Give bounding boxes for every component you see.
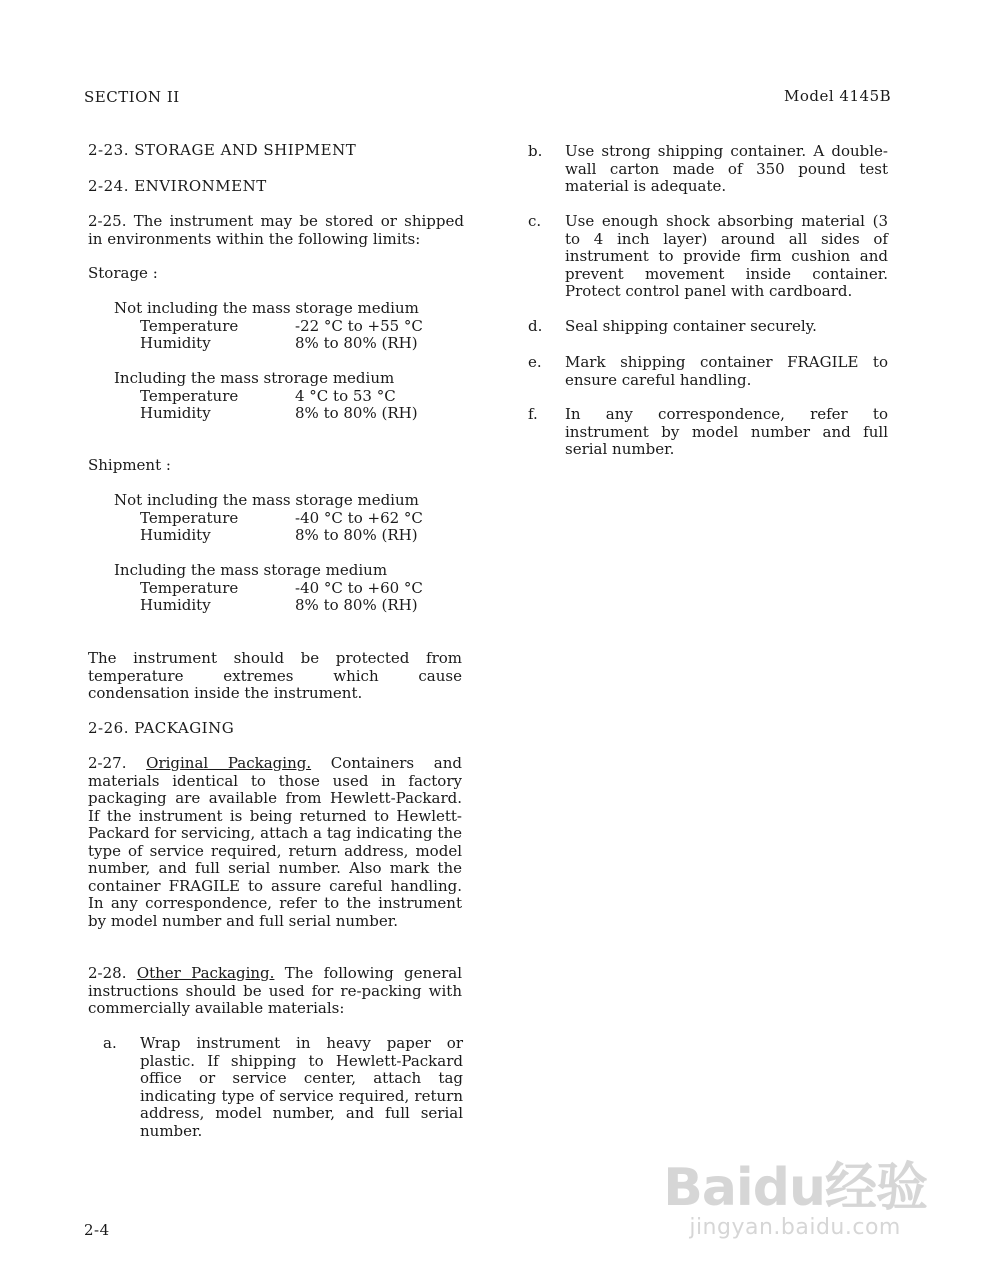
item-letter: b.: [528, 142, 543, 160]
item-text: Use enough shock absorbing material (3 to 4 inch layer) around all sides of instrument to provide firm cushion and prevent movement inside container. Protect control panel with cardboard.: [565, 212, 888, 300]
heading-2-23: 2-23. STORAGE AND SHIPMENT: [88, 141, 357, 159]
shipment-including-block: [114, 562, 423, 615]
storage-including-block: [114, 370, 418, 423]
shipment-label: Shipment :: [88, 456, 171, 474]
item-text: Seal shipping container securely.: [565, 317, 817, 335]
list-item-c: [528, 213, 888, 301]
humidity-value: 8% to 80% (RH): [295, 334, 418, 352]
paragraph-title: Other Packaging.: [136, 964, 275, 982]
temperature-value: -22 °C to +55 °C: [295, 316, 423, 335]
page-number: 2-4: [84, 1221, 110, 1239]
watermark-logo: Baidu经验: [663, 1158, 927, 1218]
list-item-a: [103, 1035, 463, 1140]
model-label: Model 4145B: [784, 87, 892, 105]
humidity-label: Humidity: [140, 596, 211, 614]
baidu-watermark: [663, 1160, 927, 1240]
temperature-label: Temperature: [140, 386, 239, 405]
section-label: SECTION II: [84, 88, 180, 106]
item-letter: c.: [528, 212, 542, 230]
paragraph-protect: The instrument should be protected from temperature extremes which cause condensation inside the instrument.: [88, 649, 462, 702]
list-item-d: [528, 318, 888, 336]
block-title: Not including the mass storage medium: [114, 299, 419, 317]
humidity-label: Humidity: [140, 334, 211, 352]
list-item-e: [528, 354, 888, 389]
paragraph-text: The following general instructions should be used for re-packing with commercially available materials:: [88, 964, 462, 1017]
paragraph-number: 2-27.: [88, 754, 127, 772]
list-item-f: [528, 406, 888, 459]
item-letter: f.: [528, 405, 538, 423]
heading-2-24: 2-24. ENVIRONMENT: [88, 177, 267, 195]
heading-2-26: 2-26. PACKAGING: [88, 719, 235, 737]
item-text: Mark shipping container FRAGILE to ensure careful handling.: [565, 353, 888, 389]
paragraph-title: Original Packaging.: [146, 754, 312, 772]
temperature-label: Temperature: [140, 578, 239, 597]
temperature-label: Temperature: [140, 316, 239, 335]
block-title: Including the mass strorage medium: [114, 369, 395, 387]
humidity-label: Humidity: [140, 404, 211, 422]
item-letter: e.: [528, 353, 542, 371]
humidity-value: 8% to 80% (RH): [295, 526, 418, 544]
item-text: Use strong shipping container. A double-wall carton made of 350 pound test material is adequate.: [565, 142, 888, 195]
paragraph-2-25: 2-25. The instrument may be stored or shipped in environments within the following limits:: [88, 212, 464, 248]
temperature-value: -40 °C to +62 °C: [295, 508, 423, 527]
list-item-b: [528, 143, 888, 196]
block-title: Not including the mass storage medium: [114, 491, 419, 509]
paragraph-text: Containers and materials identical to those used in factory packaging are available from Hewlett-Packard. If the instrument is being returned to Hewlett-Packard for servicing, attach a tag indicating the type of service required, return address, model number, and full serial number. Also mark the container FRAGILE to assure careful handling. In any correspondence, refer to the instrument by model number and full serial number.: [88, 754, 462, 930]
shipment-not-including-block: [114, 492, 423, 545]
item-letter: a.: [103, 1034, 117, 1052]
paragraph-2-28: [88, 965, 462, 1018]
temperature-label: Temperature: [140, 508, 239, 527]
humidity-value: 8% to 80% (RH): [295, 404, 418, 422]
paragraph-2-27: [88, 755, 462, 930]
storage-label: Storage :: [88, 264, 158, 282]
humidity-value: 8% to 80% (RH): [295, 596, 418, 614]
temperature-value: -40 °C to +60 °C: [295, 578, 423, 597]
item-text: Wrap instrument in heavy paper or plastic. If shipping to Hewlett-Packard office or service center, attach tag indicating type of service required, return address, model number, and full serial number.: [140, 1034, 463, 1140]
paragraph-number: 2-28.: [88, 964, 127, 982]
item-letter: d.: [528, 317, 543, 335]
temperature-value: 4 °C to 53 °C: [295, 386, 396, 405]
block-title: Including the mass storage medium: [114, 561, 388, 579]
item-text: In any correspondence, refer to instrument by model number and full serial number.: [565, 405, 888, 458]
watermark-url: jingyan.baidu.com: [689, 1215, 901, 1240]
storage-not-including-block: [114, 300, 423, 353]
humidity-label: Humidity: [140, 526, 211, 544]
